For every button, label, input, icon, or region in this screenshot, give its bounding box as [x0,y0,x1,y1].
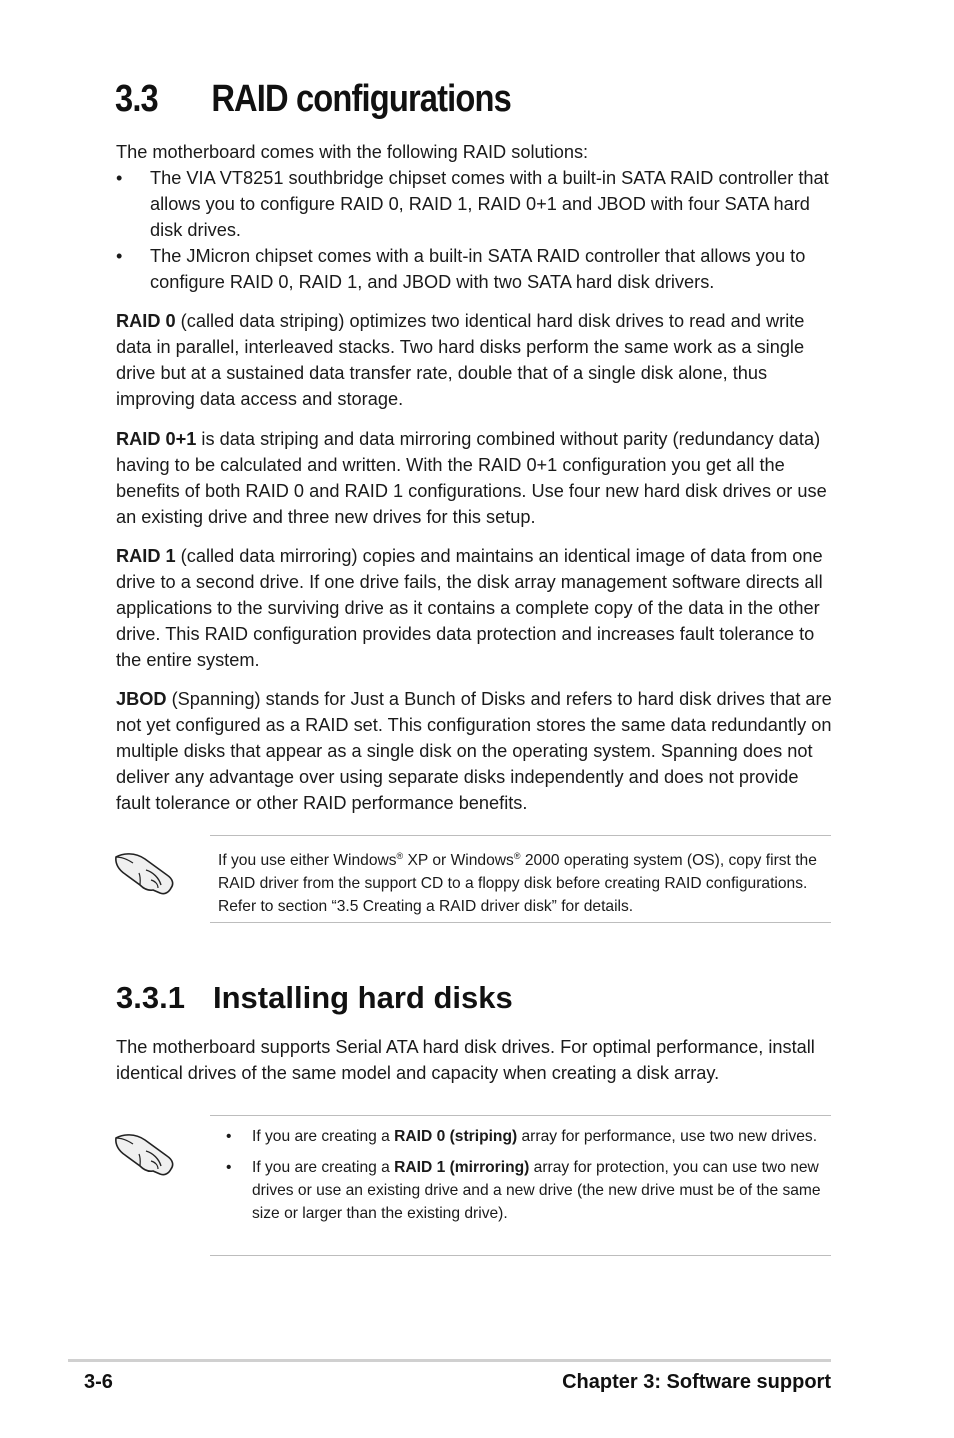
footer-divider [68,1359,831,1362]
list-item: • If you are creating a RAID 0 (striping) array for performance, use two new drives. [210,1125,831,1148]
raid-solutions-list [116,165,836,295]
note-box-windows [210,835,831,923]
jbod-paragraph: JBOD (Spanning) stands for Just a Bunch of Disks and refers to hard disk drives that are not yet configured as a RAID set. This configuration stores the same data redundantly on multiple disks that appear as a single disk on the operating system. Spanning does not deliver any advantage over using separate disks independently and does not provide fault tolerance or other RAID performance benefits. [116,689,832,813]
section-title: RAID configurations [211,78,511,120]
list-item: • The VIA VT8251 southbridge chipset comes with a built-in SATA RAID controller that allows you to configure RAID 0, RAID 1, RAID 0+1 and JBOD with four SATA hard disk drives. [116,165,836,243]
raid1-paragraph: RAID 1 (called data mirroring) copies and maintains an identical image of data from one drive to a second drive. If one drive fails, the disk array management software directs all applications to the surviving drive as it contains a complete copy of the data in the other drive. This RAID configuration provides data protection and increases fault tolerance to the entire system. [116,546,823,670]
subsection-heading [116,980,513,1016]
raid1-term: RAID 1 [116,546,176,566]
page-number: 3-6 [84,1371,113,1393]
subsection-intro: The motherboard supports Serial ATA hard disk drives. For optimal performance, install identical drives of the same model and capacity when creating a disk array. [116,1037,815,1083]
bullet-mark: • [226,1159,232,1176]
bullet-mark: • [116,246,123,266]
section-number: 3.3 [115,78,158,120]
raid0-paragraph: RAID 0 (called data striping) optimizes two identical hard disk drives to read and write data in parallel, interleaved stacks. Two hard disks perform the same work as a single drive but at a sustained data transfer rate, double that of a single disk alone, thus improving data access and storage. [116,311,805,409]
section-intro: The motherboard comes with the following RAID solutions: [116,142,589,162]
hand-pointer-icon [113,848,179,900]
bullet-mark: • [116,168,123,188]
hand-pointer-icon [113,1129,179,1181]
subsection-number: 3.3.1 [116,980,185,1015]
raid01-paragraph: RAID 0+1 is data striping and data mirroring combined without parity (redundancy data) having to be calculated and written. With the RAID 0+1 configuration you get all the benefits of both RAID 0 and RAID 1 configurations. Use four new hard disk drives or use an existing drive and three new drives for this setup. [116,429,827,527]
raid0-term: RAID 0 [116,311,176,331]
note-text: If you use either Windows® XP or Windows® 2000 operating system (OS), copy first the RAID driver from the support CD to a floppy disk before creating RAID configurations. Refer to section “3.5 Creating a RAID driver disk” for details. [218,851,817,916]
note-list [210,1116,831,1225]
subsection-title: Installing hard disks [213,980,513,1015]
chapter-title: Chapter 3: Software support [562,1371,831,1393]
note-box-hard-disks [210,1115,831,1256]
section-heading [115,78,511,121]
jbod-term: JBOD [116,689,167,709]
bullet-mark: • [226,1128,232,1145]
list-item: • If you are creating a RAID 1 (mirroring) array for protection, you can use two new drives or use an existing drive and a new drive (the new drive must be of the same size or larger than the existing drive). [210,1156,831,1225]
raid01-term: RAID 0+1 [116,429,197,449]
list-item: • The JMicron chipset comes with a built-in SATA RAID controller that allows you to configure RAID 0, RAID 1, and JBOD with two SATA hard disk drivers. [116,243,836,295]
